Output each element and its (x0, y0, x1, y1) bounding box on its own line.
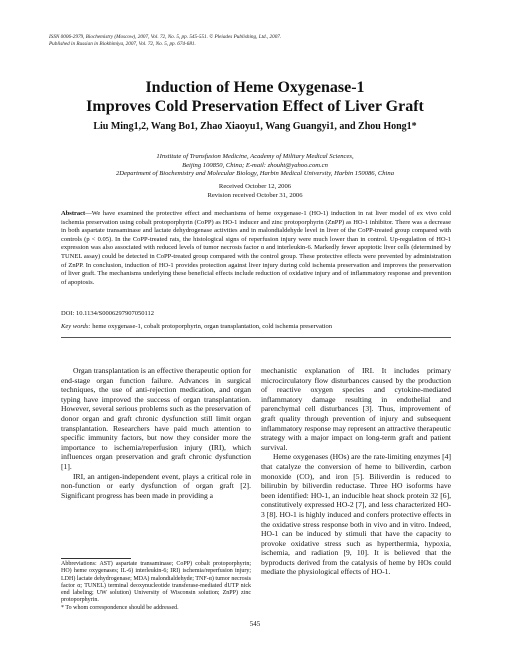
section-divider (61, 337, 451, 338)
abstract-label: Abstract (61, 210, 86, 217)
footnote-rule (61, 558, 131, 559)
submission-dates (0, 183, 510, 200)
author-list: Liu Ming1,2, Wang Bo1, Zhao Xiaoyu1, Wang Guangyi1, and Zhou Hong1* (93, 121, 417, 132)
affiliation-1-line-1: 1Institute of Transfusion Medicine, Academy of Military Medical Sciences, (156, 153, 354, 160)
journal-header-line-1: ISSN 0006-2979, Biochemistry (Moscow), 2007, Vol. 72, No. 5, pp. 545-551. © Pleiades Publishing, Ltd., 2007. (49, 34, 282, 40)
article-title-line-2: Improves Cold Preservation Effect of Liver Graft (86, 98, 424, 115)
body-paragraph: mechanistic explanation of IRI. It includes primary microcirculatory flow disturbances caused by the production of reactive oxygen species and cytokine-mediated inflammatory damage resulting in endothelial and parenchymal cell disturbances [3]. Thus, improvement of graft quality through prevention of injury and subsequent inflammatory response may represent an attractive therapeutic strategy with a major impact on long-term graft and patient survival. (261, 366, 451, 452)
journal-header (49, 34, 281, 47)
body-paragraph: Heme oxygenases (HOs) are the rate-limiting enzymes [4] that catalyze the conversion of heme to biliverdin, carbon monoxide (CO), and iron [5]. Biliverdin is reduced to bilirubin by biliverdin reductase. Three HO isoforms have been identified: HO-1, an inducible heat shock protein 32 [6], constitutively expressed HO-2 [7], and less characterized HO-3 [8]. HO-1 is highly induced and confers protective effects in the oxidative stress response both in vivo and in vitro. Indeed, HO-1 can be induced by stimuli that have the capacity to provoke oxidative stress such as hyperthermia, hypoxia, ischemia, and radiation [9, 10]. It is believed that the byproducts derived from the catalysis of heme by HOs could mediate the physiological effects of HO-1. (261, 452, 451, 577)
doi-line: DOI: 10.1134/S0006297907050112 (61, 310, 155, 317)
footnotes (61, 561, 251, 612)
abstract-text: —We have examined the protective effect and mechanisms of heme oxygenase-1 (HO-1) induction in rat liver model of ex vivo cold ischemia preservation using cobalt protoporphyrin (CoPP) as HO-1 inducer and zinc protoporphyrin (ZnPP) as HO-1 inhibitor. There was a decrease in both aspartate transaminase and lactate dehydrogenase activities and in malondialdehyde level in liver of the CoPP-treated group compared with controls (p < 0.05). In the CoPP-treated rats, the histological signs of reperfusion injury were much lower than in control. Up-regulation of HO-1 expression was also associated with reduced levels of tumor necrosis factor α and interleukin-6. Markedly fewer apoptotic liver cells (determined by TUNEL assay) could be detected in CoPP-treated group compared with the control group. These protective effects were prevented by administration of ZnPP. In conclusion, induction of HO-1 provides protection against liver injury during cold ischemia preservation and improves the preservation of liver graft. The mechanisms underlying these beneficial effects include reduction of oxidative injury and of inflammatory response and prevention of apoptosis. (61, 210, 451, 286)
body-column-right (261, 366, 451, 577)
affiliation-2: 2Department of Biochemistry and Molecular Biology, Harbin Medical University, Harbin 150086, China (115, 170, 394, 178)
correspondence-footnote: * To whom correspondence should be addressed. (61, 604, 179, 611)
page-number: 545 (249, 620, 261, 628)
keywords-value: heme oxygenase-1, cobalt protoporphyrin, organ transplantation, cold ischemia preservation (92, 323, 332, 330)
affiliations (0, 153, 510, 179)
article-title (0, 78, 510, 116)
keywords (61, 323, 332, 330)
body-paragraph: Organ transplantation is an effective therapeutic option for end-stage organ function failure. Advances in surgical techniques, the use of anti-rejection medication, and organ typing have improved the success of organ transplantation. However, several serious problems such as the preservation of donor organ and graft chronic dysfunction still limit organ transplantation. Researchers have paid much attention to specific immunity factors, but now they consider more the importance to ischemia/reperfusion injury (IRI), which influences organ preservation and graft chronic dysfunction [1]. (61, 366, 251, 471)
article-title-line-1: Induction of Heme Oxygenase-1 (145, 79, 365, 96)
affiliation-1-line-2: Beijing 100850, China; E-mail: zhouht@yahoo.com.cn (182, 161, 328, 169)
abbreviations-footnote: Abbreviations: AST) aspartate transaminase; CoPP) cobalt protoporphyrin; HO) heme oxygenases; IL-6) interleukin-6; IRI) ischemia/reperfusion injury; LDH) lactate dehydrogenase; MDA) malondialdehyde; TNF-α) tumor necrosis factor α; TUNEL) terminal deoxynucleotide transferase-mediated dUTP nick end labeling; UW solution) University of Wisconsin solution; ZnPP) zinc protoporphyrin. (61, 561, 251, 604)
body-column-left (61, 366, 251, 500)
received-date: Received October 12, 2006 (218, 183, 292, 190)
revised-date: Revision received October 31, 2006 (207, 191, 303, 199)
journal-header-line-2: Published in Russian in Biokhimiya, 2007, Vol. 72, No. 5, pp. 674-681. (49, 40, 196, 47)
abstract (61, 210, 451, 287)
body-paragraph: IRI, an antigen-independent event, plays a critical role in non-function or early dysfunction of organ graft [2]. Significant progress has been made in providing a (61, 471, 251, 500)
keywords-label: Key words: (61, 323, 91, 330)
